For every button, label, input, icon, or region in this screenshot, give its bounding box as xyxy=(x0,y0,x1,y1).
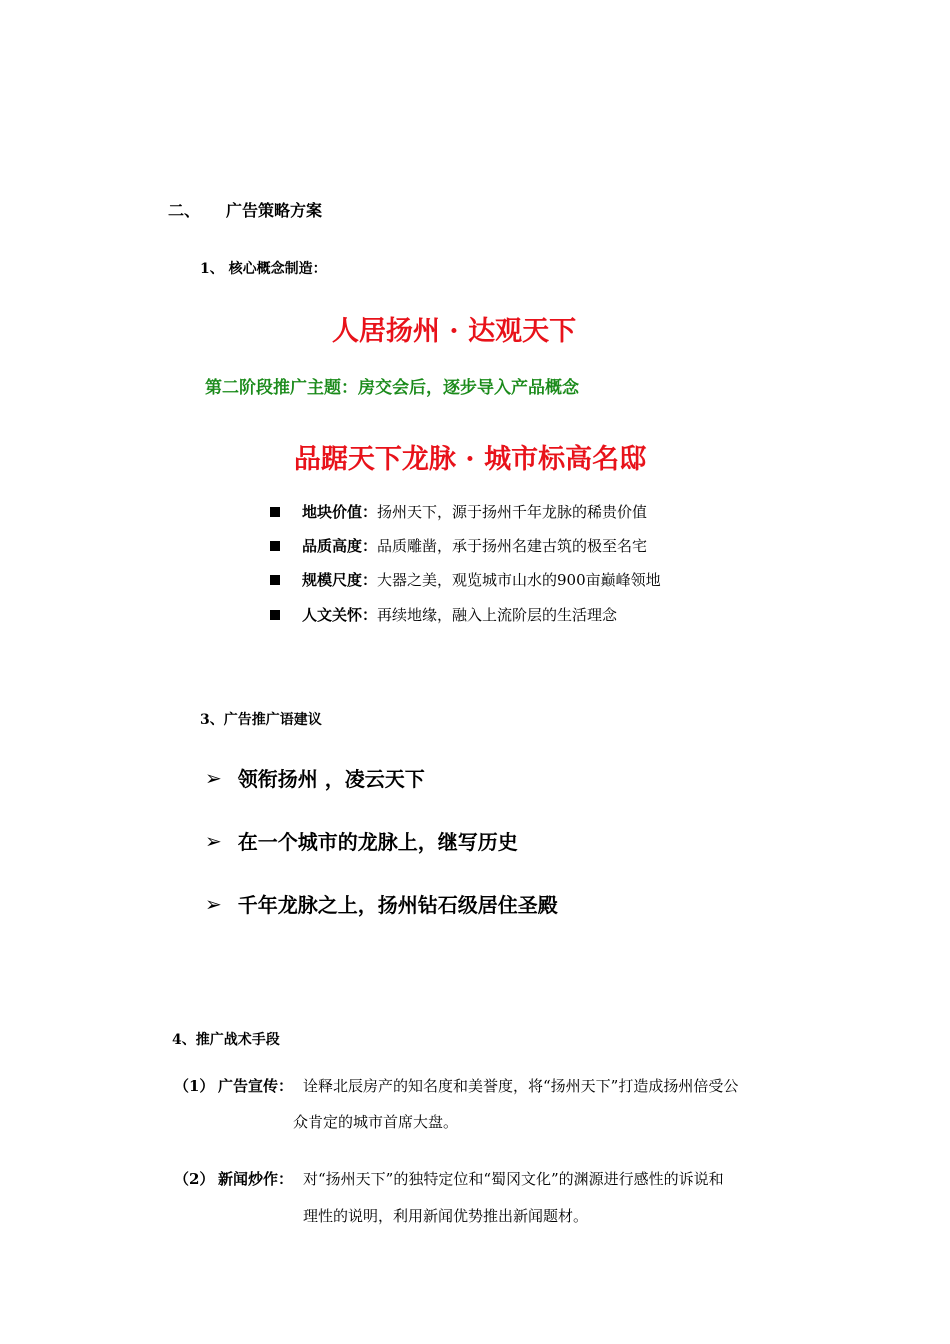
slogan-item xyxy=(205,889,558,918)
tactic-text-line2: 众肯定的城市首席大盘。 xyxy=(293,1113,459,1131)
stage-slogan: 品踞天下龙脉 · 城市标高名邸 xyxy=(293,444,647,475)
section-title: 广告策略方案 xyxy=(226,201,323,220)
value-text: 大器之美，观览城市山水的900亩巅峰领地 xyxy=(377,571,661,589)
tactic-text-line1: 对“扬州天下”的独特定位和“蜀冈文化”的渊源进行感性的诉说和 xyxy=(303,1170,724,1188)
arrow-bullet-icon: ➢ xyxy=(205,891,222,916)
value-item xyxy=(270,604,617,625)
tactic-text-line1: 诠释北辰房产的知名度和美誉度，将“扬州天下”打造成扬州倍受公 xyxy=(303,1077,739,1095)
slogan-text: 千年龙脉之上，扬州钻石级居住圣殿 xyxy=(237,893,558,917)
tactic-key: 新闻炒作： xyxy=(218,1170,294,1188)
value-item xyxy=(270,569,661,590)
item1-heading: 1、 核心概念制造： xyxy=(200,261,327,277)
value-key: 规模尺度： xyxy=(302,571,378,589)
value-text: 再续地缘，融入上流阶层的生活理念 xyxy=(377,606,618,624)
core-concept: 人居扬州 · 达观天下 xyxy=(331,316,577,347)
item4-heading: 4、推广战术手段 xyxy=(172,1032,280,1048)
tactic-number: （2） xyxy=(174,1170,215,1188)
square-bullet-icon xyxy=(270,610,280,620)
arrow-bullet-icon: ➢ xyxy=(205,765,222,790)
value-text: 扬州天下，源于扬州千年龙脉的稀贵价值 xyxy=(377,503,648,521)
value-key: 地块价值： xyxy=(302,503,378,521)
tactic-text-line2: 理性的说明，利用新闻优势推出新闻题材。 xyxy=(303,1207,589,1225)
slogan-text: 在一个城市的龙脉上，继写历史 xyxy=(237,830,518,854)
value-text: 品质雕凿，承于扬州名建古筑的极至名宅 xyxy=(377,537,648,555)
value-key: 人文关怀： xyxy=(302,606,378,624)
arrow-bullet-icon: ➢ xyxy=(205,828,222,853)
slogan-item xyxy=(205,763,425,792)
square-bullet-icon xyxy=(270,507,280,517)
tactic-number: （1） xyxy=(174,1077,215,1095)
slogan-text: 领衔扬州 ，凌云天下 xyxy=(237,767,425,791)
tactic-key: 广告宣传： xyxy=(218,1077,294,1095)
stage-theme: 第二阶段推广主题：房交会后，逐步导入产品概念 xyxy=(205,378,579,398)
square-bullet-icon xyxy=(270,575,280,585)
square-bullet-icon xyxy=(270,541,280,551)
value-key: 品质高度： xyxy=(302,537,378,555)
slogan-item xyxy=(205,826,518,855)
value-item xyxy=(270,535,647,556)
value-item xyxy=(270,501,647,522)
item3-heading: 3、广告推广语建议 xyxy=(200,712,322,728)
section-number: 二、 xyxy=(168,201,201,220)
